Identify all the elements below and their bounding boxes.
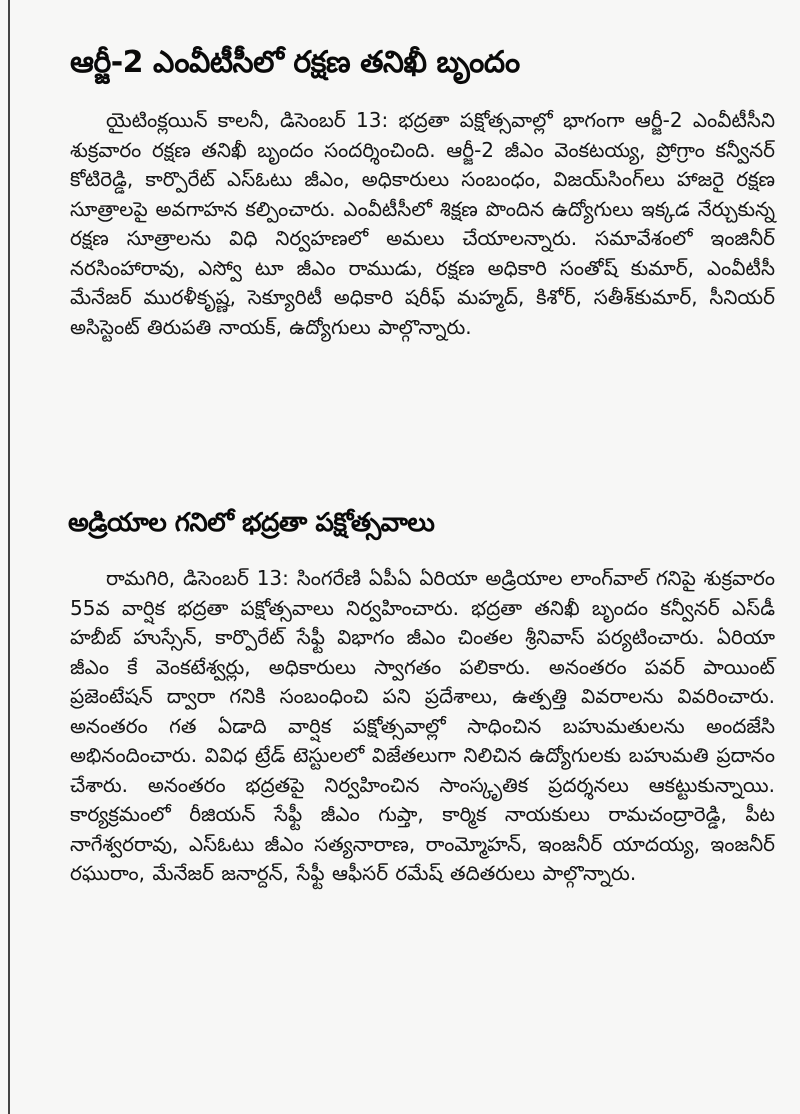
article-adriyala-mine [70, 506, 775, 889]
article-rg2-mvtc [70, 42, 775, 342]
article-headline: అడ్రియాల గనిలో భద్రతా పక్షోత్సవాలు [68, 508, 435, 538]
cropped-next-line [250, 1100, 550, 1114]
column-border-line [8, 0, 10, 1114]
cropped-previous-line [70, 0, 770, 10]
article-body: యైటింక్లయిన్ కాలనీ, డిసెంబర్ 13: భద్రతా పక్షోత్సవాల్లో భాగంగా ఆర్జీ-2 ఎంవీటీసీని శుక్రవారం రక్షణ తనిఖీ బృందం సందర్శించింది. ఆర్జీ-2 జీఎం వెంకటయ్య, ప్రోగ్రాం కన్వీనర్ కోటిరెడ్డి, కార్పొరేట్ ఎస్ఓటు జీఎం, అధికారులు సంబంధం, విజయ్‌సింగ్‌లు హాజరై రక్షణ సూత్రాలపై అవగాహన కల్పించారు. ఎంవీటీసీలో శిక్షణ పొందిన ఉద్యోగులు ఇక్కడ నేర్చుకున్న రక్షణ సూత్రాలను విధి నిర్వహణలో అమలు చేయాలన్నారు. సమావేశంలో ఇంజినీర్ నరసింహారావు, ఎస్వో టూ జీఎం రాముడు, రక్షణ అధికారి సంతోష్ కుమార్, ఎంవీటీసీ మేనేజర్ మురళీకృష్ణ, సెక్యూరిటీ అధికారి షరీఫ్ మహ్మద్, కిశోర్, సతీశ్‌కుమార్, సీనియర్ అసిస్టెంట్ తిరుపతి నాయక్, ఉద్యోగులు పాల్గొన్నారు. [70, 108, 775, 339]
article-body: రామగిరి, డిసెంబర్ 13: సింగరేణి ఏపీఏ ఏరియా అడ్రియాల లాంగ్‌వాల్ గనిపై శుక్రవారం 55వ వార్షిక భద్రతా పక్షోత్సవాలు నిర్వహించారు. భద్రతా తనిఖీ బృందం కన్వీనర్ ఎస్‌డీ హబీబ్ హుస్సేన్, కార్పొరేట్ సేఫ్టీ విభాగం జీఎం చింతల శ్రీనివాస్ పర్యటించారు. ఏరియా జీఎం కే వెంకటేశ్వర్లు, అధికారులు స్వాగతం పలికారు. అనంతరం పవర్ పాయింట్ ప్రజెంటేషన్ ద్వారా గనికి సంబంధించి పని ప్రదేశాలు, ఉత్పత్తి వివరాలను వివరించారు. అనంతరం గత ఏడాది వార్షిక పక్షోత్సవాల్లో సాధించిన బహుమతులను అందజేసి అభినందించారు. వివిధ ట్రేడ్ టెస్టులలో విజేతలుగా నిలిచిన ఉద్యోగులకు బహుమతి ప్రదానం చేశారు. అనంతరం భద్రతపై నిర్వహించిన సాంస్కృతిక ప్రదర్శనలు ఆకట్టుకున్నాయి. కార్యక్రమంలో రీజియన్ సేఫ్టీ జీఎం గుప్తా, కార్మిక నాయకులు రామచంద్రారెడ్డి, పీట నాగేశ్వరరావు, ఎస్ఓటు జీఎం సత్యనారాణ, రాంమ్మోహన్, ఇంజనీర్ యాదయ్య, ఇంజనీర్ రఘురాం, మేనేజర్ జనార్దన్, సేఫ్టీ ఆఫీసర్ రమేష్ తదితరులు పాల్గొన్నారు. [70, 566, 775, 885]
article-headline: ఆర్జీ-2 ఎంవీటీసీలో రక్షణ తనిఖీ బృందం [70, 45, 520, 80]
